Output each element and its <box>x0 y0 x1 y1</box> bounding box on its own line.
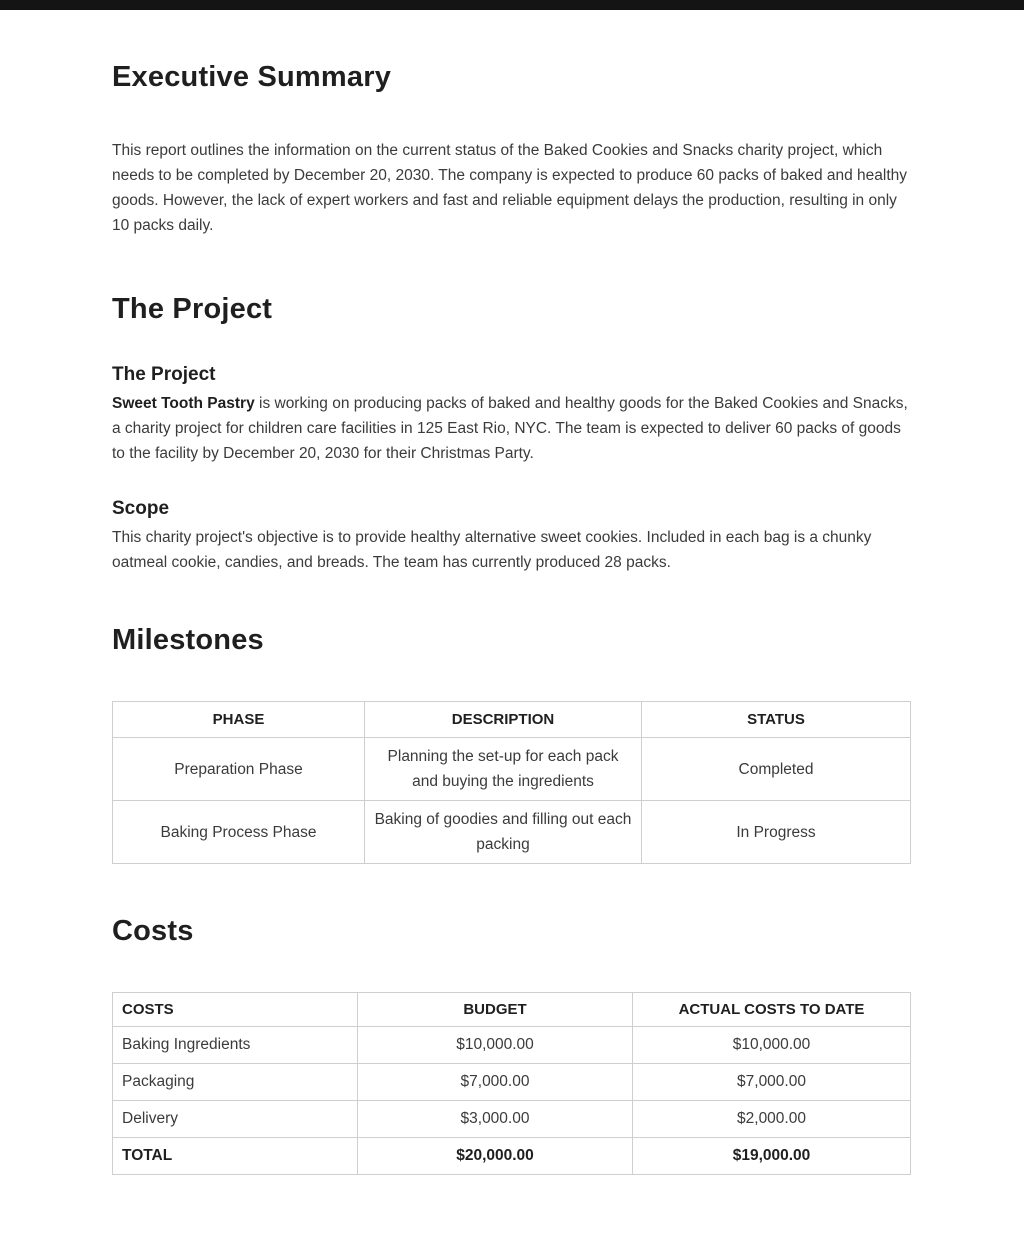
report-page <box>0 10 1024 1235</box>
table-cell-description: Baking of goodies and filling out each packing <box>365 801 642 864</box>
table-cell-total-budget: $20,000.00 <box>358 1138 633 1175</box>
table-cell-phase: Baking Process Phase <box>113 801 365 864</box>
the-project-subheading: The Project <box>112 364 216 385</box>
costs-header-item: COSTS <box>113 993 358 1027</box>
costs-section-title: Costs <box>112 915 194 947</box>
table-cell-description: Planning the set-up for each pack and buying the ingredients <box>365 738 642 801</box>
table-cell-total-actual: $19,000.00 <box>633 1138 911 1175</box>
table-cell-status: In Progress <box>642 801 911 864</box>
milestones-header-status: STATUS <box>642 702 911 738</box>
milestones-section-title: Milestones <box>112 624 264 656</box>
table-cell-item: Packaging <box>113 1064 358 1101</box>
table-row <box>113 801 911 864</box>
table-cell-status: Completed <box>642 738 911 801</box>
executive-summary-paragraph: This report outlines the information on the current status of the Baked Cookies and Snacks charity project, which needs to be completed by December 20, 2030. The company is expected to produce 60 packs of baked and healthy goods. However, the lack of expert workers and fast and reliable equipment delays the production, resulting in only 10 packs daily. <box>112 142 908 234</box>
milestones-header-description: DESCRIPTION <box>365 702 642 738</box>
table-cell-phase: Preparation Phase <box>113 738 365 801</box>
table-cell-budget: $7,000.00 <box>358 1064 633 1101</box>
table-cell-item: Delivery <box>113 1101 358 1138</box>
table-cell-budget: $3,000.00 <box>358 1101 633 1138</box>
executive-summary-title: Executive Summary <box>112 61 392 93</box>
table-cell-total-label: TOTAL <box>113 1138 358 1175</box>
the-project-paragraph-text: is working on producing packs of baked and healthy goods for the Baked Cookies and Snacks, a charity project for children care facilities in 125 East Rio, NYC. The team is expected to deliver 60 packs of goods to the facility by December 20, 2030 for their Christmas Party. <box>112 395 908 462</box>
table-row <box>113 1101 911 1138</box>
scope-subheading: Scope <box>112 498 170 519</box>
table-row <box>113 1064 911 1101</box>
milestones-header-row <box>113 702 911 738</box>
table-cell-item: Baking Ingredients <box>113 1027 358 1064</box>
total-row <box>113 1138 911 1175</box>
table-cell-actual: $10,000.00 <box>633 1027 911 1064</box>
milestones-header-phase: PHASE <box>113 702 365 738</box>
table-row <box>113 1027 911 1064</box>
costs-header-row <box>113 993 911 1027</box>
the-project-paragraph <box>112 391 910 466</box>
costs-table <box>112 992 911 1175</box>
top-bar <box>0 0 1024 10</box>
table-row <box>113 738 911 801</box>
costs-header-budget: BUDGET <box>358 993 633 1027</box>
the-project-section-title: The Project <box>112 293 273 325</box>
table-cell-budget: $10,000.00 <box>358 1027 633 1064</box>
scope-paragraph: This charity project's objective is to provide healthy alternative sweet cookies. Included in each bag is a chunky oatmeal cookie, candies, and breads. The team has currently produced 28 packs. <box>112 529 872 571</box>
table-cell-actual: $2,000.00 <box>633 1101 911 1138</box>
table-cell-actual: $7,000.00 <box>633 1064 911 1101</box>
milestones-table <box>112 701 911 864</box>
company-name: Sweet Tooth Pastry <box>112 395 255 412</box>
costs-header-actual: ACTUAL COSTS TO DATE <box>633 993 911 1027</box>
